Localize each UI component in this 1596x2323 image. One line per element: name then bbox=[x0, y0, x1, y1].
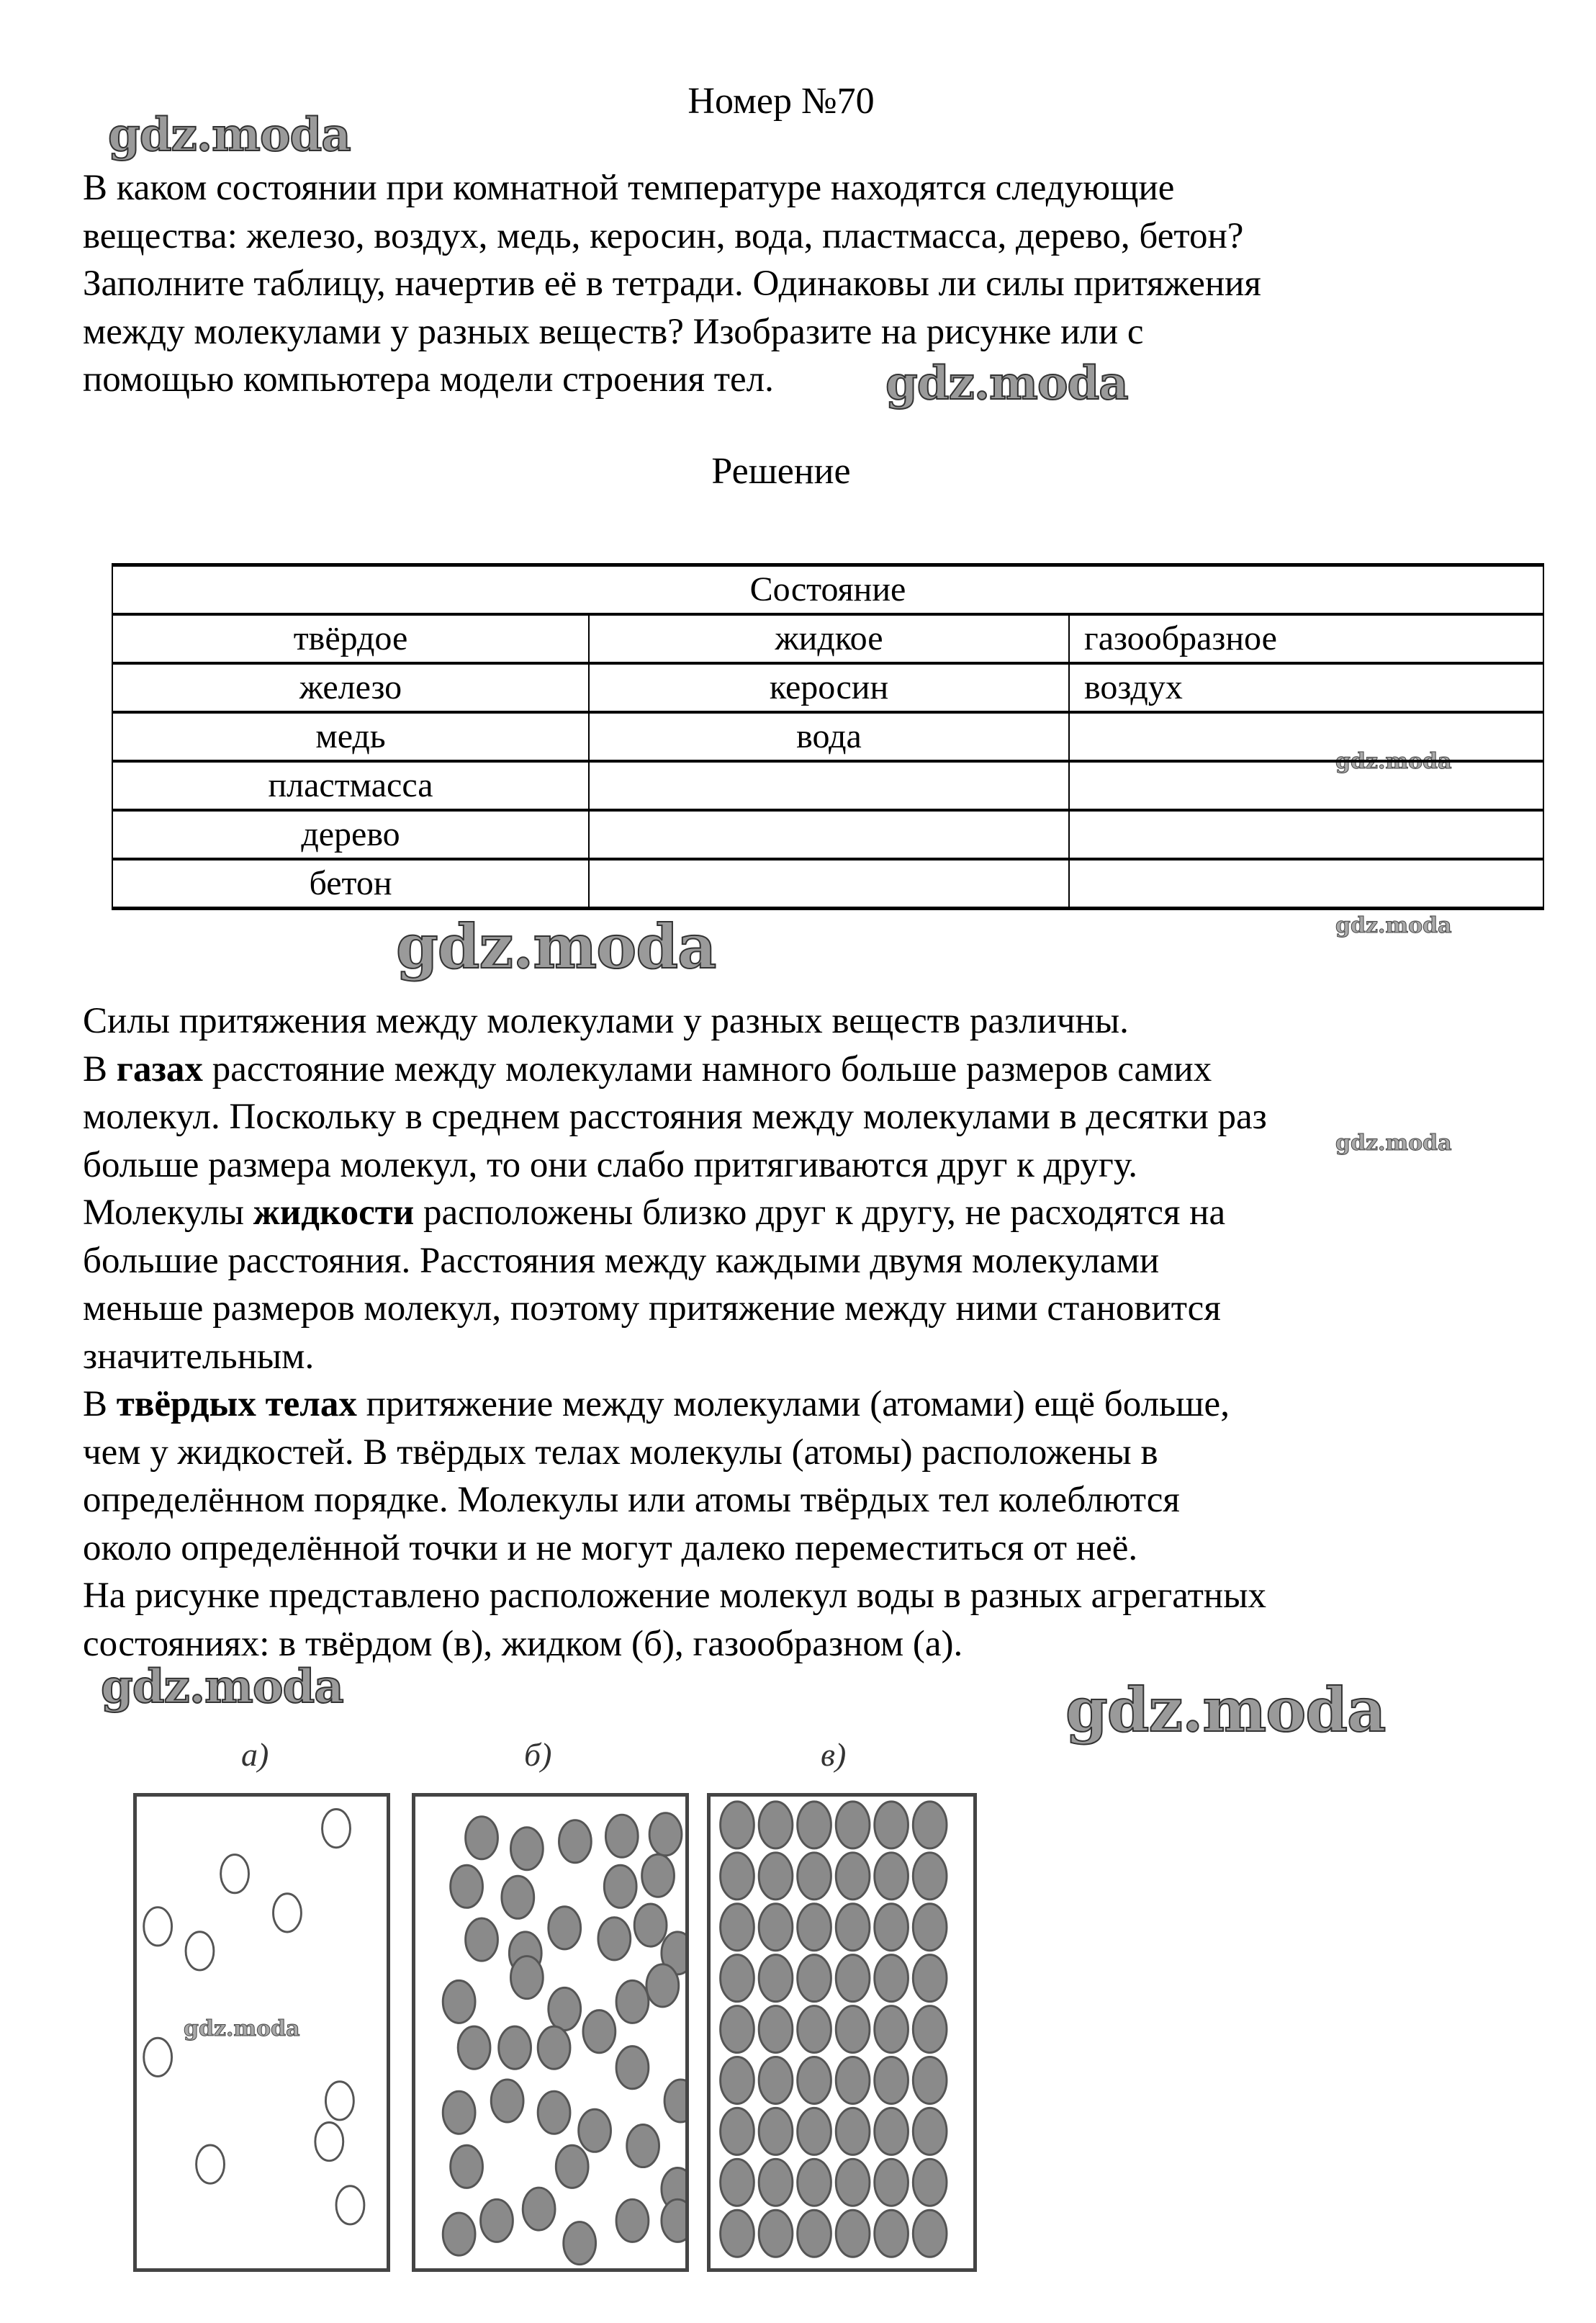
solid-molecule bbox=[913, 2006, 947, 2053]
watermark-logo: gdz.moda bbox=[1335, 749, 1452, 774]
liquid-molecule bbox=[598, 1918, 631, 1960]
solid-molecule bbox=[836, 1802, 870, 1848]
table-cell bbox=[1069, 859, 1543, 909]
solid-molecule bbox=[759, 2210, 793, 2257]
figure-label-gas: а) bbox=[241, 1736, 269, 1773]
solid-molecule bbox=[759, 2006, 793, 2053]
table-cell: железо bbox=[112, 663, 589, 712]
solid-molecule bbox=[875, 1853, 909, 1900]
solid-molecule bbox=[721, 1955, 754, 2002]
liquid-molecule bbox=[616, 2046, 649, 2089]
solid-molecule bbox=[836, 2108, 870, 2154]
solid-molecule bbox=[721, 2210, 754, 2257]
liquid-molecule bbox=[523, 2188, 555, 2230]
watermark-logo: gdz.moda bbox=[1335, 1131, 1452, 1156]
answer-line: определённом порядке. Молекулы или атомы твёрдых тел колеблются bbox=[83, 1480, 1180, 1520]
solid-molecule bbox=[798, 2210, 831, 2257]
table-caption-row bbox=[112, 565, 1543, 615]
liquid-molecule bbox=[443, 1980, 475, 2023]
answer-line: молекул. Поскольку в среднем расстояния между молекулами в десятки раз bbox=[83, 1097, 1267, 1137]
answer-fragment: Молекулы bbox=[83, 1192, 253, 1233]
term-gases: газах bbox=[116, 1048, 203, 1089]
liquid-molecule bbox=[458, 2026, 490, 2069]
answer-line: больше размера молекул, то они слабо притягиваются друг к другу. bbox=[83, 1144, 1137, 1185]
liquid-molecule bbox=[634, 1904, 667, 1946]
solid-molecule bbox=[798, 2108, 831, 2154]
answer-fragment: притяжение между молекулами (атомами) ещё больше, bbox=[356, 1384, 1230, 1424]
liquid-molecule bbox=[510, 1956, 543, 1999]
solid-molecule bbox=[798, 2159, 831, 2206]
liquid-molecule bbox=[538, 2026, 570, 2069]
page-title: Номер №70 bbox=[687, 81, 875, 122]
table-cell bbox=[589, 761, 1069, 810]
watermark-logo: gdz.moda bbox=[184, 2016, 300, 2041]
solid-molecule bbox=[759, 1904, 793, 1951]
liquid-molecule bbox=[616, 2199, 649, 2242]
solid-molecule bbox=[875, 2210, 909, 2257]
answer-line: чем у жидкостей. В твёрдых телах молекулы (атомы) расположены в bbox=[83, 1432, 1158, 1473]
table-row bbox=[112, 810, 1543, 859]
liquid-molecule bbox=[664, 2080, 685, 2122]
solid-molecule bbox=[913, 1904, 947, 1951]
answer-line: около определённой точки и не могут далеко переместиться от неё. bbox=[83, 1527, 1138, 1568]
answer-line bbox=[83, 1046, 1523, 1094]
table-row bbox=[112, 761, 1543, 810]
solid-molecule bbox=[913, 1853, 947, 1900]
solid-molecule bbox=[759, 2057, 793, 2103]
table-cell bbox=[1069, 712, 1543, 761]
gas-molecule bbox=[274, 1894, 302, 1932]
question-line: вещества: железо, воздух, медь, керосин, вода, пластмасса, дерево, бетон? bbox=[83, 215, 1244, 256]
table-caption: Состояние bbox=[112, 565, 1543, 615]
gas-molecule bbox=[144, 1908, 172, 1946]
gas-molecule bbox=[323, 1810, 351, 1848]
solid-molecule bbox=[913, 2159, 947, 2206]
table-cell bbox=[1069, 761, 1543, 810]
liquid-molecule bbox=[491, 2080, 523, 2122]
figure-label-liquid: б) bbox=[524, 1736, 552, 1773]
table-row bbox=[112, 712, 1543, 761]
solid-molecule bbox=[798, 2057, 831, 2103]
answer-fragment: расстояние между молекулами намного больше размеров самих bbox=[202, 1048, 1212, 1089]
question-line: помощью компьютера модели строения тел. bbox=[83, 359, 774, 400]
solid-molecule bbox=[798, 1904, 831, 1951]
liquid-molecule bbox=[583, 2010, 616, 2053]
liquid-molecule bbox=[451, 1865, 483, 1908]
solid-molecule bbox=[875, 1955, 909, 2002]
liquid-molecule bbox=[646, 1964, 679, 2007]
solid-molecule bbox=[875, 2108, 909, 2154]
gas-molecule bbox=[221, 1855, 249, 1893]
table-row bbox=[112, 663, 1543, 712]
table-cell: вода bbox=[589, 712, 1069, 761]
liquid-molecule bbox=[627, 2124, 659, 2167]
solid-molecule bbox=[798, 1955, 831, 2002]
solid-molecule bbox=[913, 1955, 947, 2002]
answer-line: большие расстояния. Расстояния между каждыми двумя молекулами bbox=[83, 1240, 1160, 1281]
liquid-molecule bbox=[549, 1907, 581, 1949]
liquid-molecules bbox=[415, 1797, 685, 2268]
solid-molecule bbox=[798, 2006, 831, 2053]
solid-molecule bbox=[721, 1853, 754, 1900]
answer-fragment: В bbox=[83, 1048, 117, 1089]
liquid-molecule bbox=[443, 2091, 475, 2134]
solution-heading: Решение bbox=[711, 451, 851, 492]
liquid-molecule bbox=[605, 1815, 638, 1857]
watermark-logo: gdz.moda bbox=[1065, 1674, 1386, 1745]
column-header-solid: твёрдое bbox=[112, 614, 589, 663]
answer-text bbox=[83, 997, 1523, 1668]
solid-molecule bbox=[721, 1904, 754, 1951]
table-cell: пластмасса bbox=[112, 761, 589, 810]
liquid-molecule bbox=[649, 1813, 682, 1856]
solid-molecule bbox=[875, 1802, 909, 1848]
solid-molecule bbox=[759, 1853, 793, 1900]
question-text bbox=[83, 164, 1523, 404]
watermark-logo: gdz.moda bbox=[101, 1660, 343, 1714]
gas-molecule bbox=[325, 2082, 353, 2120]
solid-molecule bbox=[836, 2159, 870, 2206]
watermark-logo: gdz.moda bbox=[396, 911, 716, 982]
answer-line: состояниях: в твёрдом (в), жидком (б), газообразном (а). bbox=[83, 1623, 963, 1664]
solid-molecule bbox=[836, 2057, 870, 2103]
solid-molecule bbox=[721, 2159, 754, 2206]
table-header-row bbox=[112, 614, 1543, 663]
solid-molecule bbox=[875, 1904, 909, 1951]
liquid-molecule bbox=[564, 2222, 596, 2265]
watermark-logo: gdz.moda bbox=[885, 356, 1128, 410]
answer-line: Силы притяжения между молекулами у разных веществ различны. bbox=[83, 1001, 1129, 1041]
gas-state-panel bbox=[133, 1793, 390, 2272]
question-line: между молекулами у разных веществ? Изобразите на рисунке или с bbox=[83, 311, 1144, 352]
solid-molecule bbox=[875, 2057, 909, 2103]
solid-molecules bbox=[711, 1797, 973, 2268]
column-header-liquid: жидкое bbox=[589, 614, 1069, 663]
table-cell: воздух bbox=[1069, 663, 1543, 712]
watermark-logo: gdz.moda bbox=[108, 108, 351, 162]
solid-state-panel bbox=[707, 1793, 977, 2272]
solid-molecule bbox=[836, 2006, 870, 2053]
solid-molecule bbox=[721, 2057, 754, 2103]
question-line: Заполните таблицу, начертив её в тетради. Одинаковы ли силы притяжения bbox=[83, 264, 1261, 304]
answer-line bbox=[83, 1189, 1523, 1237]
solid-molecule bbox=[759, 1802, 793, 1848]
gas-molecule bbox=[144, 2038, 172, 2076]
solid-molecule bbox=[836, 1955, 870, 2002]
table-cell bbox=[589, 810, 1069, 859]
answer-line bbox=[83, 1380, 1523, 1429]
liquid-molecule bbox=[642, 1854, 675, 1897]
column-header-gas: газообразное bbox=[1069, 614, 1543, 663]
liquid-molecule bbox=[604, 1865, 636, 1908]
table-cell bbox=[1069, 810, 1543, 859]
solid-molecule bbox=[721, 2108, 754, 2154]
liquid-molecule bbox=[549, 1987, 581, 2030]
watermark-logo: gdz.moda bbox=[1335, 913, 1452, 938]
states-table bbox=[112, 563, 1544, 910]
liquid-molecule bbox=[466, 1918, 498, 1961]
term-solids: твёрдых телах bbox=[116, 1384, 357, 1424]
liquid-molecule bbox=[466, 1817, 498, 1859]
gas-molecule bbox=[336, 2186, 364, 2224]
table-cell: дерево bbox=[112, 810, 589, 859]
solid-molecule bbox=[875, 2159, 909, 2206]
gas-molecule bbox=[197, 2145, 225, 2183]
liquid-molecule bbox=[499, 2026, 531, 2069]
solid-molecule bbox=[913, 2108, 947, 2154]
liquid-molecule bbox=[502, 1876, 534, 1918]
table-cell: бетон bbox=[112, 859, 589, 909]
table-cell: медь bbox=[112, 712, 589, 761]
liquid-molecule bbox=[559, 1820, 591, 1863]
question-line: В каком состоянии при комнатной температуре находятся следующие bbox=[83, 168, 1175, 208]
solid-molecule bbox=[913, 1802, 947, 1848]
answer-line: меньше размеров молекул, поэтому притяжение между ними становится bbox=[83, 1288, 1221, 1329]
solid-molecule bbox=[721, 2006, 754, 2053]
gas-molecule bbox=[315, 2122, 343, 2160]
solid-molecule bbox=[836, 2210, 870, 2257]
liquid-molecule bbox=[443, 2213, 475, 2255]
solid-molecule bbox=[759, 2108, 793, 2154]
table-row bbox=[112, 859, 1543, 909]
liquid-molecule bbox=[556, 2145, 588, 2188]
answer-line: На рисунке представлено расположение молекул воды в разных агрегатных bbox=[83, 1576, 1266, 1616]
figure-label-solid: в) bbox=[821, 1736, 847, 1773]
solid-molecule bbox=[836, 1904, 870, 1951]
liquid-molecule bbox=[510, 1828, 543, 1870]
solid-molecule bbox=[798, 1853, 831, 1900]
liquid-molecule bbox=[616, 1980, 649, 2023]
answer-fragment: В bbox=[83, 1384, 117, 1424]
answer-fragment: расположены близко друг к другу, не расходятся на bbox=[414, 1192, 1226, 1233]
gas-molecule bbox=[186, 1932, 214, 1970]
liquid-state-panel bbox=[412, 1793, 689, 2272]
term-liquid: жидкости bbox=[253, 1192, 415, 1233]
solid-molecule bbox=[875, 2006, 909, 2053]
table-cell bbox=[589, 859, 1069, 909]
solid-molecule bbox=[798, 1802, 831, 1848]
solid-molecule bbox=[759, 1955, 793, 2002]
solid-molecule bbox=[913, 2057, 947, 2103]
solid-molecule bbox=[721, 1802, 754, 1848]
liquid-molecule bbox=[481, 2199, 513, 2242]
liquid-molecule bbox=[451, 2145, 483, 2188]
liquid-molecule bbox=[662, 2199, 685, 2242]
table-cell: керосин bbox=[589, 663, 1069, 712]
solid-molecule bbox=[759, 2159, 793, 2206]
liquid-molecule bbox=[579, 2109, 611, 2152]
liquid-molecule bbox=[538, 2091, 570, 2134]
solid-molecule bbox=[836, 1853, 870, 1900]
answer-line: значительным. bbox=[83, 1336, 315, 1377]
solid-molecule bbox=[913, 2210, 947, 2257]
